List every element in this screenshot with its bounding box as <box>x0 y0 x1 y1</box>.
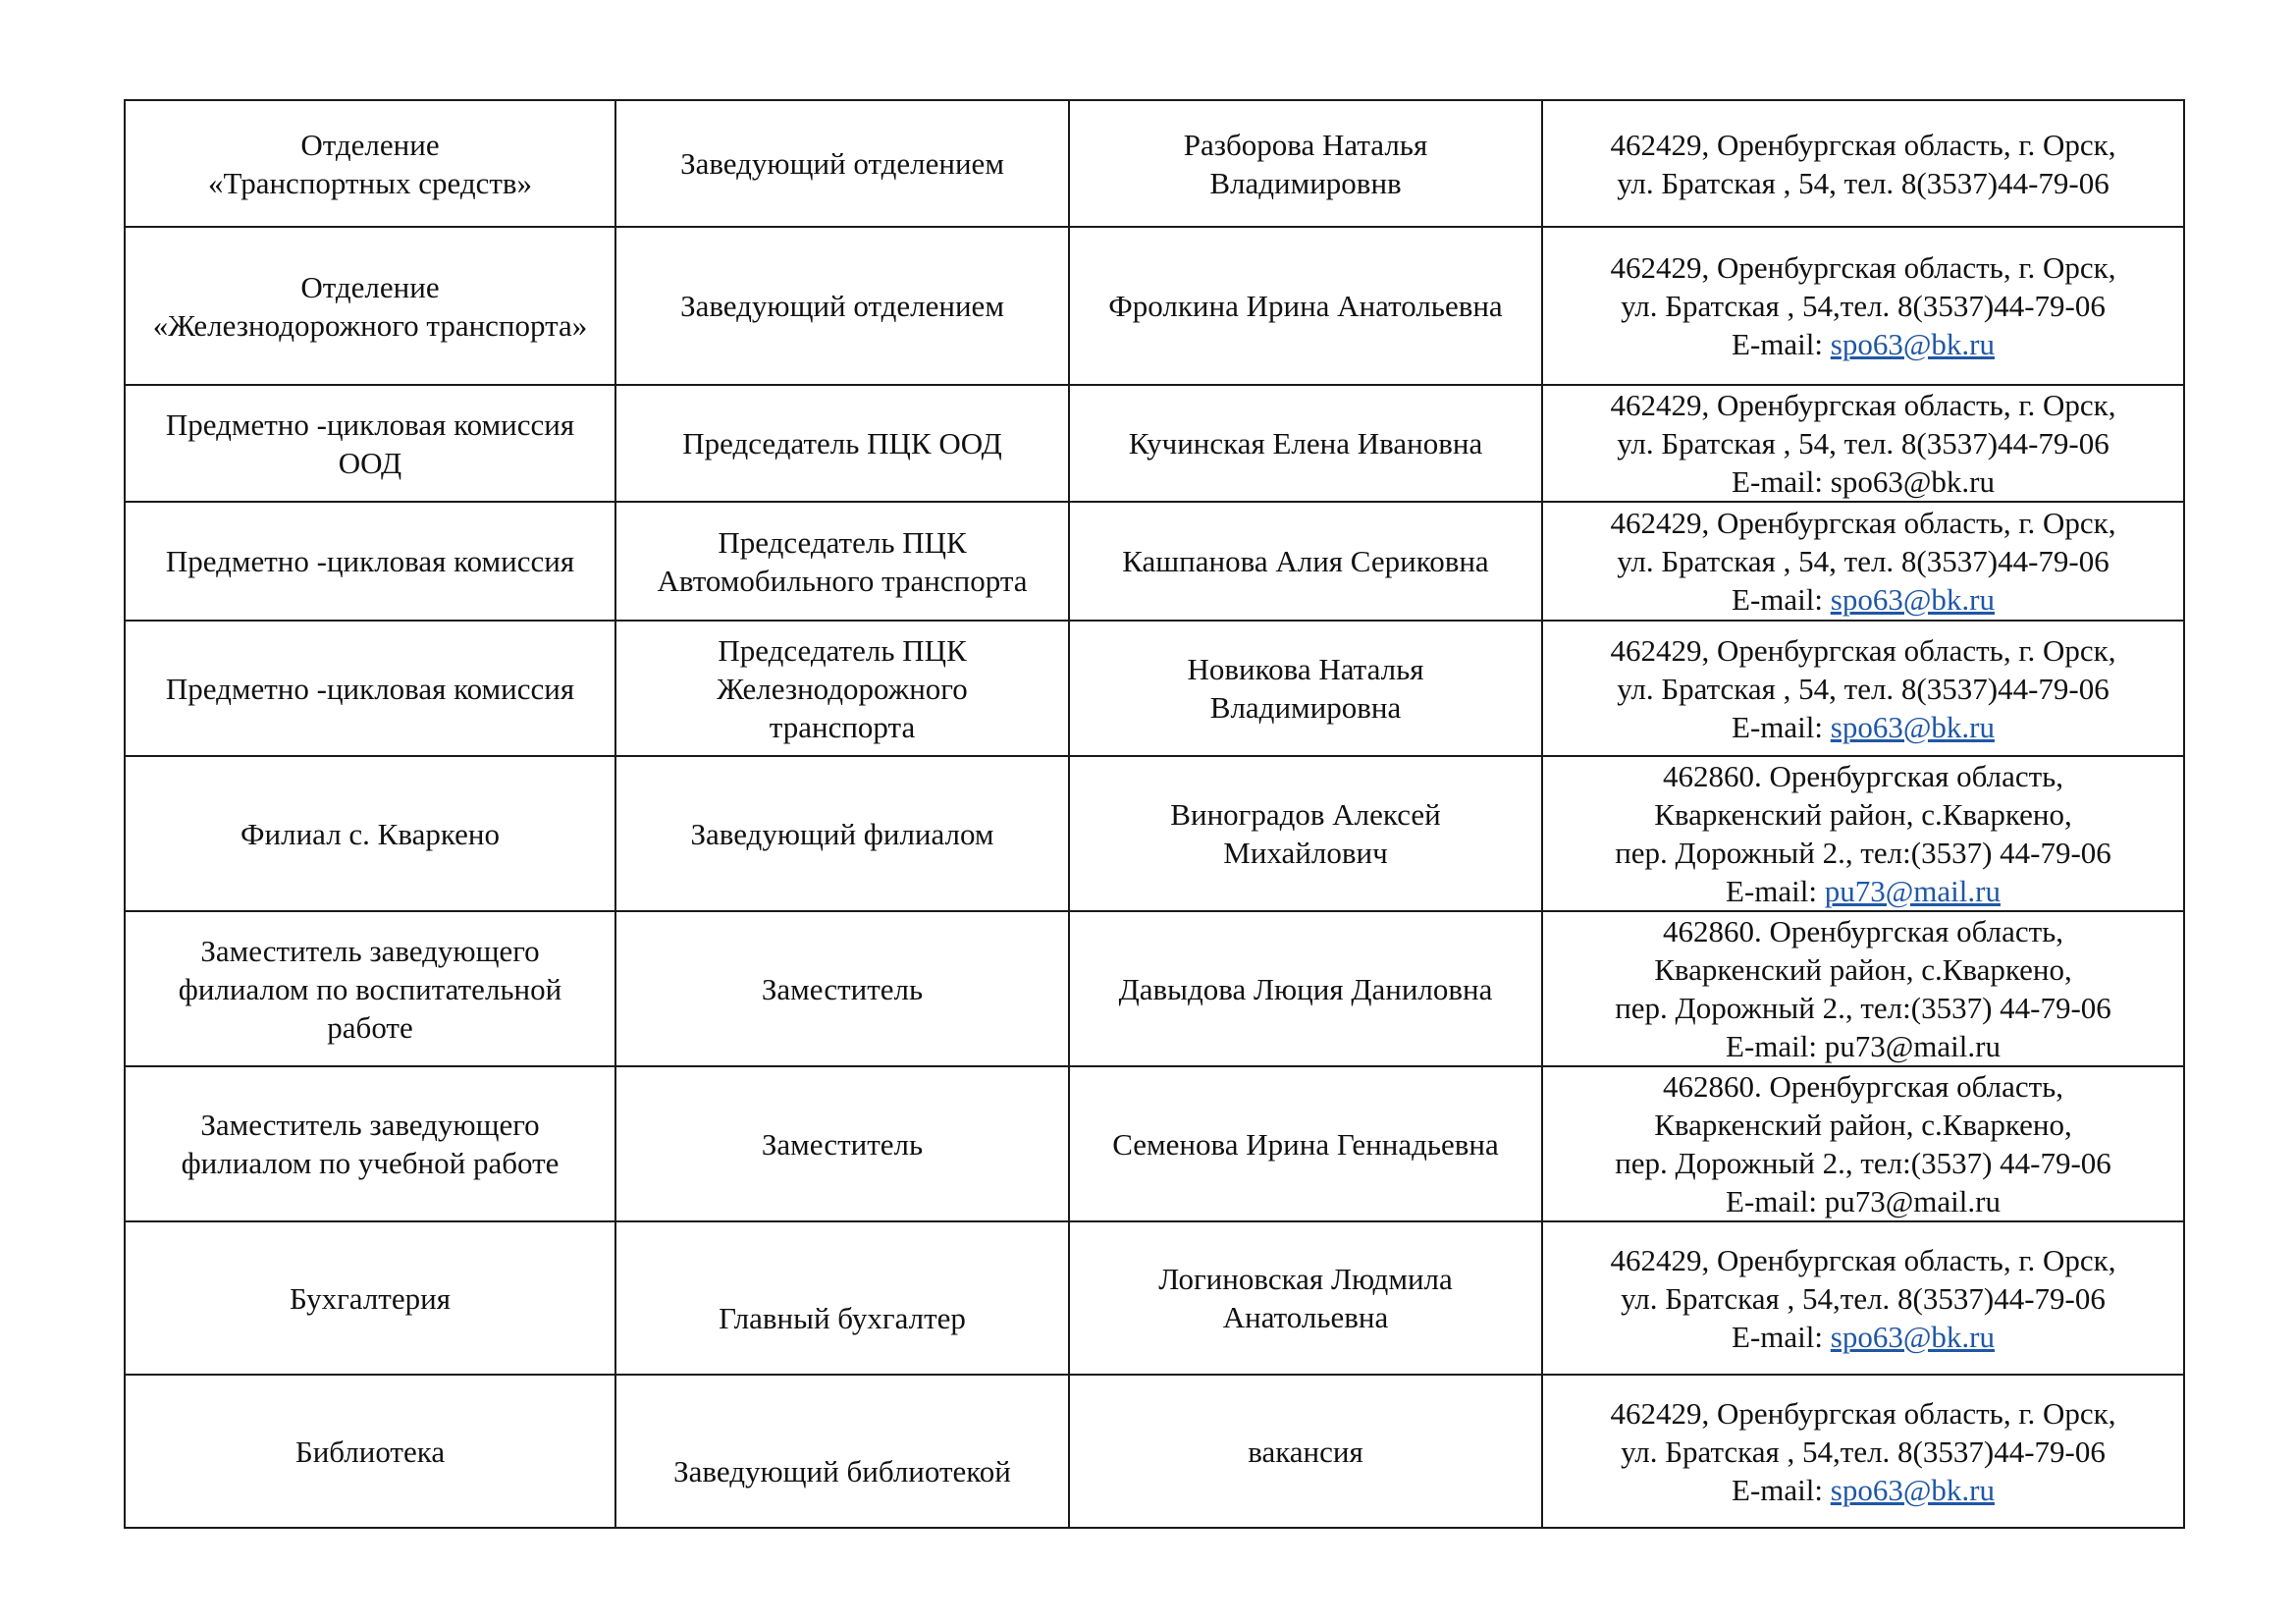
table-row <box>125 1375 2184 1528</box>
cell-text-line: ул. Братская , 54,тел. 8(3537)44-79-06 <box>1621 1434 2106 1469</box>
cell-text-line: Заместитель <box>761 1126 924 1162</box>
cell-text-line: 462429, Оренбургская область, г. Орск, <box>1610 1395 2116 1431</box>
department-cell <box>125 911 615 1066</box>
cell-text-line: Виноградов Алексей <box>1170 797 1441 832</box>
cell-text-line: Логиновская Людмила <box>1158 1262 1453 1296</box>
cell-text-line: 462860. Оренбургская область, <box>1662 914 2064 948</box>
cell-text-line: Заведующий библиотекой <box>673 1453 1011 1489</box>
cell-text-line: ул. Братская , 54, тел. 8(3537)44-79-06 <box>1617 165 2109 200</box>
cell-text-line: ул. Братская , 54,тел. 8(3537)44-79-06 <box>1621 1280 2106 1316</box>
email-line <box>1547 325 2179 363</box>
address-cell <box>1542 385 2184 502</box>
department-cell <box>125 385 615 502</box>
person-cell <box>1069 1221 1542 1375</box>
cell-text-line: 462429, Оренбургская область, г. Орск, <box>1610 127 2116 162</box>
cell-text-line: Железнодорожного <box>717 671 968 706</box>
email-link[interactable]: spo63@bk.ru <box>1830 582 1995 617</box>
cell-text-line: Заведующий отделением <box>680 146 1004 181</box>
email-text: pu73@mail.ru <box>1824 1184 2001 1218</box>
person-cell <box>1069 385 1542 502</box>
cell-text-line: 462429, Оренбургская область, г. Орск, <box>1610 388 2116 422</box>
position-cell <box>615 756 1069 911</box>
department-cell <box>125 227 615 385</box>
email-link[interactable]: spo63@bk.ru <box>1830 709 1995 744</box>
email-line <box>1547 580 2179 619</box>
position-cell <box>615 1066 1069 1221</box>
email-label: E-mail: <box>1732 1319 1831 1354</box>
email-link[interactable]: spo63@bk.ru <box>1830 1472 1995 1507</box>
email-line <box>1547 1027 2179 1065</box>
cell-text-line: 462860. Оренбургская область, <box>1662 1069 2064 1104</box>
cell-text-line: Председатель ПЦК <box>718 524 967 560</box>
cell-text-line: Кваркенский район, с.Кваркено, <box>1654 952 2072 987</box>
person-cell <box>1069 756 1542 911</box>
cell-text-line: Разборова Наталья <box>1183 127 1428 162</box>
cell-text-line: Кваркенский район, с.Кваркено, <box>1654 1108 2072 1142</box>
cell-text-line: 462860. Оренбургская область, <box>1662 759 2064 793</box>
cell-text-line: Кашпанова Алия Сериковна <box>1122 544 1489 578</box>
cell-text-line: ул. Братская , 54, тел. 8(3537)44-79-06 <box>1617 671 2109 706</box>
cell-text-line: Владимировнв <box>1209 165 1402 200</box>
cell-text-line: Предметно -цикловая комиссия <box>165 671 575 706</box>
cell-text-line: «Транспортных средств» <box>207 165 533 200</box>
email-line <box>1547 872 2179 910</box>
email-label: E-mail: <box>1726 874 1825 908</box>
cell-text-line: Заведующий филиалом <box>690 816 994 851</box>
table-row <box>125 100 2184 227</box>
person-cell <box>1069 502 1542 621</box>
position-cell <box>615 1375 1069 1528</box>
email-label: E-mail: <box>1726 1029 1825 1063</box>
position-cell <box>615 502 1069 621</box>
address-cell <box>1542 756 2184 911</box>
email-line <box>1547 1318 2179 1356</box>
cell-text-line: Заведующий отделением <box>680 289 1004 323</box>
cell-text-line: Предметно -цикловая комиссия <box>165 406 575 442</box>
email-line <box>1547 708 2179 746</box>
cell-text-line: работе <box>327 1009 413 1045</box>
cell-text-line: Давыдова Люция Даниловна <box>1118 971 1493 1006</box>
person-cell <box>1069 621 1542 756</box>
cell-text-line: Отделение <box>300 127 440 162</box>
department-cell <box>125 756 615 911</box>
cell-text-line: Новикова Наталья <box>1187 652 1424 686</box>
address-cell <box>1542 502 2184 621</box>
email-line <box>1547 1182 2179 1220</box>
cell-text-line: 462429, Оренбургская область, г. Орск, <box>1610 506 2116 540</box>
cell-text-line: 462429, Оренбургская область, г. Орск, <box>1610 1242 2116 1277</box>
position-cell <box>615 621 1069 756</box>
cell-text-line: филиалом по воспитательной <box>178 971 562 1006</box>
cell-text-line: пер. Дорожный 2., тел:(3537) 44-79-06 <box>1615 991 2111 1025</box>
cell-text-line: Михайлович <box>1223 836 1388 870</box>
email-link[interactable]: spo63@bk.ru <box>1830 1319 1995 1354</box>
cell-text-line: Бухгалтерия <box>290 1280 451 1316</box>
cell-text-line: Семенова Ирина Геннадьевна <box>1112 1126 1499 1162</box>
cell-text-line: Заместитель <box>761 971 924 1006</box>
cell-text-line: Анатольевна <box>1222 1300 1389 1334</box>
cell-text-line: Председатель ПЦК <box>718 632 967 668</box>
email-text: pu73@mail.ru <box>1824 1029 2001 1063</box>
position-cell <box>615 227 1069 385</box>
department-cell <box>125 621 615 756</box>
cell-text-line: Филиал с. Кваркено <box>240 816 500 851</box>
email-line <box>1547 1471 2179 1509</box>
contacts-table <box>124 99 2185 1529</box>
cell-text-line: Отделение <box>300 269 440 304</box>
email-label: E-mail: <box>1732 1472 1831 1507</box>
table-row <box>125 502 2184 621</box>
cell-text-line: пер. Дорожный 2., тел:(3537) 44-79-06 <box>1615 1146 2111 1180</box>
position-cell <box>615 100 1069 227</box>
table-row <box>125 1066 2184 1221</box>
department-cell <box>125 502 615 621</box>
email-link[interactable]: pu73@mail.ru <box>1824 874 2001 908</box>
email-label: E-mail: <box>1732 327 1831 361</box>
address-cell <box>1542 100 2184 227</box>
cell-text-line: Председатель ПЦК ООД <box>682 426 1002 460</box>
cell-text-line: Фролкина Ирина Анатольевна <box>1108 289 1503 323</box>
address-cell <box>1542 1066 2184 1221</box>
table-row <box>125 1221 2184 1375</box>
person-cell <box>1069 100 1542 227</box>
cell-text-line: 462429, Оренбургская область, г. Орск, <box>1610 632 2116 668</box>
cell-text-line: ул. Братская , 54, тел. 8(3537)44-79-06 <box>1617 426 2109 460</box>
email-label: E-mail: <box>1726 1184 1825 1218</box>
cell-text-line: Автомобильного транспорта <box>657 563 1028 598</box>
email-link[interactable]: spo63@bk.ru <box>1830 327 1995 361</box>
cell-text-line: Кучинская Елена Ивановна <box>1128 426 1483 460</box>
department-cell <box>125 1066 615 1221</box>
cell-text-line: ул. Братская , 54,тел. 8(3537)44-79-06 <box>1621 289 2106 323</box>
cell-text-line: ул. Братская , 54, тел. 8(3537)44-79-06 <box>1617 544 2109 578</box>
cell-text-line: ООД <box>338 445 402 480</box>
address-cell <box>1542 227 2184 385</box>
cell-text-line: Библиотека <box>294 1434 446 1469</box>
table-row <box>125 911 2184 1066</box>
email-line <box>1547 462 2179 501</box>
table-row <box>125 385 2184 502</box>
email-label: E-mail: <box>1732 464 1831 499</box>
email-text: spo63@bk.ru <box>1830 464 1995 499</box>
address-cell <box>1542 1375 2184 1528</box>
person-cell <box>1069 911 1542 1066</box>
cell-text-line: Заместитель заведующего <box>200 933 540 968</box>
address-cell <box>1542 621 2184 756</box>
cell-text-line: Главный бухгалтер <box>719 1300 966 1335</box>
person-cell <box>1069 227 1542 385</box>
department-cell <box>125 1375 615 1528</box>
cell-text-line: пер. Дорожный 2., тел:(3537) 44-79-06 <box>1615 836 2111 870</box>
cell-text-line: «Железнодорожного транспорта» <box>152 307 588 343</box>
table-row <box>125 621 2184 756</box>
address-cell <box>1542 911 2184 1066</box>
cell-text-line: Заместитель заведующего <box>200 1108 540 1142</box>
address-cell <box>1542 1221 2184 1375</box>
email-label: E-mail: <box>1732 709 1831 744</box>
position-cell <box>615 911 1069 1066</box>
cell-text-line: 462429, Оренбургская область, г. Орск, <box>1610 250 2116 285</box>
department-cell <box>125 1221 615 1375</box>
person-cell <box>1069 1375 1542 1528</box>
cell-text-line: Предметно -цикловая комиссия <box>165 544 575 578</box>
position-cell <box>615 385 1069 502</box>
department-cell <box>125 100 615 227</box>
cell-text-line: филиалом по учебной работе <box>181 1146 560 1180</box>
cell-text-line: Кваркенский район, с.Кваркено, <box>1654 797 2072 832</box>
person-cell <box>1069 1066 1542 1221</box>
table-row <box>125 756 2184 911</box>
cell-text-line: Владимировна <box>1209 690 1402 725</box>
table-row <box>125 227 2184 385</box>
cell-text-line: вакансия <box>1248 1434 1363 1469</box>
position-cell <box>615 1221 1069 1375</box>
email-label: E-mail: <box>1732 582 1831 617</box>
cell-text-line: транспорта <box>769 709 916 744</box>
